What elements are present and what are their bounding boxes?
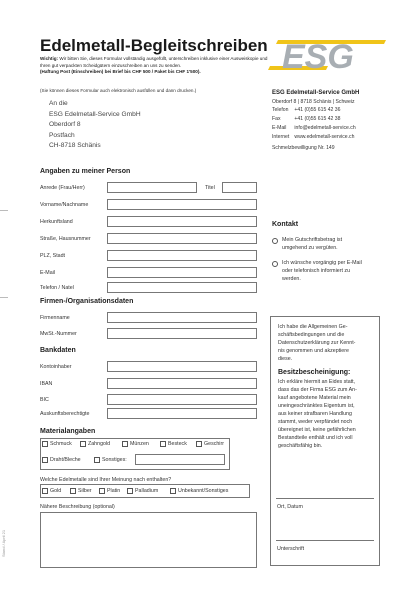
- option-label: Palladium: [135, 488, 159, 494]
- option-label: Sonstiges:: [102, 457, 127, 463]
- option-line: Ich wünsche vorgängig per E-Mail: [282, 260, 362, 266]
- statement-line: übereignet ist, keine gefährlichen: [278, 427, 356, 433]
- checkbox[interactable]: [196, 441, 202, 447]
- option-geschirr[interactable]: [196, 441, 224, 447]
- name-input[interactable]: [107, 199, 257, 210]
- option-label: Münzen: [130, 441, 149, 447]
- recipient-address: [49, 99, 141, 152]
- option-label: Draht/Bleche: [50, 457, 81, 463]
- checkbox[interactable]: [80, 441, 86, 447]
- firm-heading: Firmen-/Organisationsdaten: [40, 298, 134, 305]
- contact-row: [272, 106, 359, 115]
- instructions-liability: (Haftung Post (Einschreiben) bei Brief bis CHF 500 / Paket bis CHF 1'500).: [40, 69, 201, 75]
- place-date-line[interactable]: [276, 498, 374, 499]
- instructions-lead: Wichtig:: [40, 56, 59, 61]
- esg-logo: [268, 38, 386, 80]
- checkbox[interactable]: [170, 488, 176, 494]
- signature-label: Unterschrift: [277, 546, 305, 552]
- statement-line: kauf angebotene Material mein: [278, 395, 351, 401]
- instructions: [40, 56, 275, 76]
- radio-immediate-payment[interactable]: [272, 238, 278, 244]
- contact-value: +41 (0)55 615 42 38: [294, 116, 341, 123]
- sonstiges-input[interactable]: [135, 454, 225, 465]
- license-number: Schmelzbewilligung Nr. 149: [272, 145, 335, 152]
- option-zahngold[interactable]: [80, 441, 110, 447]
- contact-heading: Kontakt: [272, 221, 299, 228]
- firm-name-input[interactable]: [107, 312, 257, 323]
- option-immediate-payment: [282, 236, 342, 252]
- option-line: werden.: [282, 276, 301, 282]
- titel-input[interactable]: [222, 182, 257, 193]
- checkbox[interactable]: [94, 457, 100, 463]
- ownership-heading: Besitzbescheinigung:: [278, 369, 351, 376]
- terms-line: diese.: [278, 356, 293, 362]
- contact-row: [272, 133, 359, 142]
- email-input[interactable]: [107, 267, 257, 278]
- authorized-input[interactable]: [107, 408, 257, 419]
- authorized-label: Auskunftsberechtigte: [40, 411, 90, 417]
- company-info: [272, 89, 359, 153]
- street-label: Straße, Hausnummer: [40, 236, 91, 242]
- option-label: Besteck: [168, 441, 187, 447]
- electronic-note: (Sie können dieses Formular auch elektronisch ausfüllen und dann drucken.): [40, 88, 197, 93]
- statement-line: stammt, weder verpfändet noch: [278, 419, 353, 425]
- country-input[interactable]: [107, 216, 257, 227]
- option-platin[interactable]: [99, 488, 120, 494]
- declaration-box: [270, 316, 380, 566]
- checkbox[interactable]: [127, 488, 133, 494]
- checkbox[interactable]: [99, 488, 105, 494]
- phone-input[interactable]: [107, 282, 257, 293]
- bank-heading: Bankdaten: [40, 347, 76, 354]
- vat-label: MwSt.-Nummer: [40, 331, 77, 337]
- contact-key: E-Mail: [272, 124, 287, 131]
- bic-label: BIC: [40, 397, 49, 403]
- zip-city-label: PLZ, Stadt: [40, 253, 66, 259]
- account-holder-input[interactable]: [107, 361, 257, 372]
- contact-row: [272, 124, 359, 133]
- description-label: Nähere Beschreibung (optional): [40, 504, 115, 510]
- titel-label: Titel: [205, 185, 215, 191]
- logo-text: ESG: [282, 38, 354, 76]
- terms-line: schäftsbedingungen und die: [278, 332, 345, 338]
- recipient-line: ESG Edelmetall-Service GmbH: [49, 110, 141, 118]
- contact-key: Telefon: [272, 107, 289, 114]
- option-label: Geschirr: [204, 441, 225, 447]
- metal-question: Welche Edelmetalle sind Ihrer Meinung nach enthalten?: [40, 477, 172, 483]
- phone-label: Telefon / Natel: [40, 285, 74, 291]
- fold-mark: [0, 210, 8, 211]
- option-line: oder telefonisch informiert zu: [282, 268, 351, 274]
- statement-line: Bestandteile enthält und ich voll: [278, 435, 353, 441]
- firm-name-label: Firmenname: [40, 315, 70, 321]
- person-heading: Angaben zu meiner Person: [40, 168, 131, 175]
- statement-line: Ich erkläre hiermit an Eides statt,: [278, 379, 356, 385]
- contact-row: [272, 115, 359, 124]
- recipient-line: Oberdorf 8: [49, 121, 81, 128]
- contact-key: Internet: [272, 133, 290, 140]
- street-input[interactable]: [107, 233, 257, 244]
- option-line: Mein Gutschriftsbetrag ist: [282, 237, 343, 243]
- contact-value: www.edelmetall-service.ch: [294, 133, 355, 140]
- name-label: Vorname/Nachname: [40, 202, 89, 208]
- option-sonstiges[interactable]: [94, 457, 127, 463]
- option-label: Gold: [50, 488, 62, 494]
- option-unbekannt[interactable]: [170, 488, 228, 494]
- company-name: ESG Edelmetall-Service GmbH: [272, 90, 360, 96]
- revision-mark: Stand / April 21: [1, 529, 6, 557]
- anrede-label: Anrede (Frau/Herr): [40, 185, 85, 191]
- option-silber[interactable]: [70, 488, 92, 494]
- contact-value: +41 (0)55 615 42 36: [294, 107, 341, 114]
- statement-line: uneingeschränktes Eigentum ist,: [278, 403, 355, 409]
- place-date-label: Ort, Datum: [277, 504, 303, 510]
- recipient-line: CH-8718 Schänis: [49, 142, 101, 149]
- option-besteck[interactable]: [160, 441, 187, 447]
- iban-input[interactable]: [107, 378, 257, 389]
- option-label: Silber: [78, 488, 92, 494]
- checkbox[interactable]: [42, 488, 48, 494]
- option-schmuck[interactable]: [42, 441, 72, 447]
- terms-line: Datenschutzerklärung zur Kennt-: [278, 340, 356, 346]
- country-label: Herkunftsland: [40, 219, 73, 225]
- statement-line: aus keiner strafbaren Handlung: [278, 411, 352, 417]
- option-gold[interactable]: [42, 488, 61, 494]
- email-label: E-Mail: [40, 270, 56, 276]
- contact-value: info@edelmetall-service.ch: [294, 124, 356, 131]
- terms-acceptance: [271, 317, 379, 363]
- recipient-line: An die: [49, 100, 68, 107]
- instructions-text: Wir bitten Sie, dieses Formular vollständig ausgefüllt, unterschreiben inklusive einer Ausweiskopie und Ihren gut verpackten Scheidgütern einzuschreiben an uns zu senden.: [40, 56, 268, 68]
- ownership-statement: [271, 378, 379, 450]
- checkbox[interactable]: [160, 441, 166, 447]
- checkbox[interactable]: [42, 441, 48, 447]
- anrede-input[interactable]: [107, 182, 197, 193]
- iban-label: IBAN: [40, 381, 53, 387]
- checkbox[interactable]: [70, 488, 76, 494]
- bic-input[interactable]: [107, 394, 257, 405]
- fold-mark: [0, 297, 8, 298]
- option-label: Unbekannt/Sonstiges: [178, 488, 229, 494]
- signature-line[interactable]: [276, 540, 374, 541]
- option-draht-bleche[interactable]: [42, 457, 81, 463]
- option-label: Schmuck: [50, 441, 72, 447]
- statement-line: dass das der Firma ESG zum An-: [278, 387, 357, 393]
- option-label: Platin: [107, 488, 121, 494]
- zip-city-input[interactable]: [107, 250, 257, 261]
- option-line: umgehend zu vergüten.: [282, 245, 338, 251]
- contact-key: Fax: [272, 116, 281, 123]
- checkbox[interactable]: [122, 441, 128, 447]
- terms-line: Ich habe die Allgemeinen Ge-: [278, 324, 348, 330]
- checkbox[interactable]: [42, 457, 48, 463]
- option-inform-first: [282, 259, 362, 283]
- terms-line: nis genommen und akzeptiere: [278, 348, 349, 354]
- option-muenzen[interactable]: [122, 441, 149, 447]
- radio-inform-first[interactable]: [272, 261, 278, 267]
- company-address: Oberdorf 8 | 8718 Schänis | Schweiz: [272, 98, 355, 105]
- vat-input[interactable]: [107, 328, 257, 339]
- description-textarea[interactable]: [40, 512, 257, 568]
- material-heading: Materialangaben: [40, 428, 96, 435]
- option-palladium[interactable]: [127, 488, 158, 494]
- option-label: Zahngold: [88, 441, 111, 447]
- recipient-line: Postfach: [49, 131, 75, 139]
- statement-line: geschäftsfähig bin.: [278, 443, 323, 449]
- account-holder-label: Kontoinhaber: [40, 364, 72, 370]
- page-title: Edelmetall-Begleitschreiben: [40, 36, 268, 55]
